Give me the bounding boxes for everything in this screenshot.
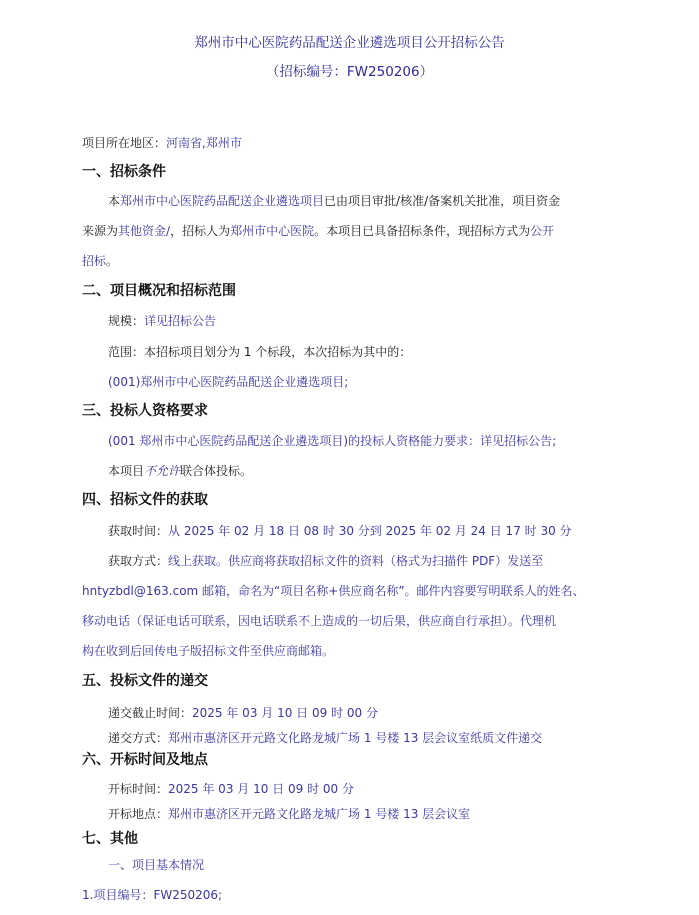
- s1-text: 来源为: [82, 224, 119, 238]
- section-1-heading: 一、招标条件: [82, 164, 166, 180]
- s1-text: 已由项目审批/核准/备案机关批准，项目资金: [324, 194, 561, 208]
- bid-number: [0, 64, 699, 80]
- scale-value: 详见招标公告: [144, 314, 217, 328]
- s1-tenderer: 郑州市中心医院: [230, 224, 315, 238]
- section-3-heading: 三、投标人资格要求: [82, 403, 208, 419]
- s2-scale: [108, 313, 216, 329]
- s1-line-2: [82, 223, 554, 239]
- bid-number-suffix: ）: [419, 64, 434, 80]
- section-4-heading: 四、招标文件的获取: [82, 492, 208, 508]
- s4-time: [108, 523, 572, 539]
- s4-way: [108, 553, 543, 569]
- s3-requirement: (001 郑州市中心医院药品配送企业遴选项目)的投标人资格能力要求：详见招标公告;: [108, 434, 557, 448]
- s4-way-line-4: 构在收到后回传电子版招标文件至供应商邮箱。: [82, 644, 335, 658]
- s6-place: [108, 806, 470, 822]
- s1-text: 。: [106, 254, 119, 268]
- s1-line-3: [82, 253, 118, 269]
- bid-number-prefix: （招标编号：: [265, 64, 347, 80]
- joint-text: 联合体投标。: [180, 464, 253, 478]
- project-location: [82, 135, 242, 151]
- page-title: 郑州市中心医院药品配送企业遴选项目公开招标公告: [194, 35, 505, 51]
- location-value: 河南省,郑州市: [166, 136, 242, 150]
- range-text: 本招标项目划分为 1 个标段，本次招标为其中的：: [144, 345, 412, 359]
- s5-deadline: [108, 705, 378, 721]
- location-label: 项目所在地区：: [82, 136, 167, 150]
- open-place-label: 开标地点：: [108, 807, 169, 821]
- s7-subheading: 一、项目基本情况: [108, 858, 205, 872]
- deadline-value: 2025 年 03 月 10 日 09 时 00 分: [192, 706, 378, 720]
- joint-not-allowed: 不允许: [144, 464, 181, 478]
- s2-range: [108, 344, 411, 360]
- bid-number-value: FW250206: [346, 64, 420, 80]
- get-way-label: 获取方式：: [108, 554, 169, 568]
- s3-joint-bid: [108, 463, 252, 479]
- get-time-value: 从 2025 年 02 月 18 日 08 时 30 分到 2025 年 02 月 24 日 17 时 30 分: [168, 524, 572, 538]
- item1-label: 1.项目编号：: [82, 888, 154, 902]
- section-6-heading: 六、开标时间及地点: [82, 752, 208, 768]
- open-place-value: 郑州市惠济区开元路文化路龙城广场 1 号楼 13 层会议室: [168, 807, 471, 821]
- s4-way-line-3: 移动电话（保证电话可联系，因电话联系不上造成的一切后果，供应商自行承担）。代理机: [82, 614, 557, 628]
- s6-time: [108, 781, 354, 797]
- s1-text: ，招标人为: [170, 224, 231, 238]
- open-time-label: 开标时间：: [108, 782, 169, 796]
- joint-text: 本项目: [108, 464, 145, 478]
- item1-value: FW250206;: [153, 888, 223, 902]
- s1-text: 本: [108, 194, 121, 208]
- s2-lot: (001)郑州市中心医院药品配送企业遴选项目;: [108, 375, 349, 389]
- s4-way-line-2: hntyzbdl@163.com 邮箱，命名为“项目名称+供应商名称”。邮件内容要写明联系人的姓名、: [82, 584, 585, 598]
- range-label: 范围：: [108, 345, 145, 359]
- s1-fund-source: 其他资金/: [118, 224, 171, 238]
- s1-text: 。本项目已具备招标条件，现招标方式为: [314, 224, 531, 238]
- s5-way: [108, 730, 542, 746]
- section-5-heading: 五、投标文件的递交: [82, 673, 208, 689]
- get-time-label: 获取时间：: [108, 524, 169, 538]
- s1-method-cont: 招标: [82, 254, 107, 268]
- section-2-heading: 二、项目概况和招标范围: [82, 283, 236, 299]
- s1-line-1: [108, 193, 560, 209]
- open-time-value: 2025 年 03 月 10 日 09 时 00 分: [168, 782, 354, 796]
- get-way-text: 线上获取。供应商将获取招标文件的资料（格式为扫描件 PDF）发送至: [168, 554, 544, 568]
- submit-way-label: 递交方式：: [108, 731, 169, 745]
- s1-project-name: 郑州市中心医院药品配送企业遴选项目: [120, 194, 325, 208]
- submit-way-value: 郑州市惠济区开元路文化路龙城广场 1 号楼 13 层会议室纸质文件递交: [168, 731, 543, 745]
- scale-label: 规模：: [108, 314, 145, 328]
- deadline-label: 递交截止时间：: [108, 706, 193, 720]
- s1-method: 公开: [530, 224, 555, 238]
- s7-item-1: [82, 887, 222, 903]
- section-7-heading: 七、其他: [82, 831, 138, 847]
